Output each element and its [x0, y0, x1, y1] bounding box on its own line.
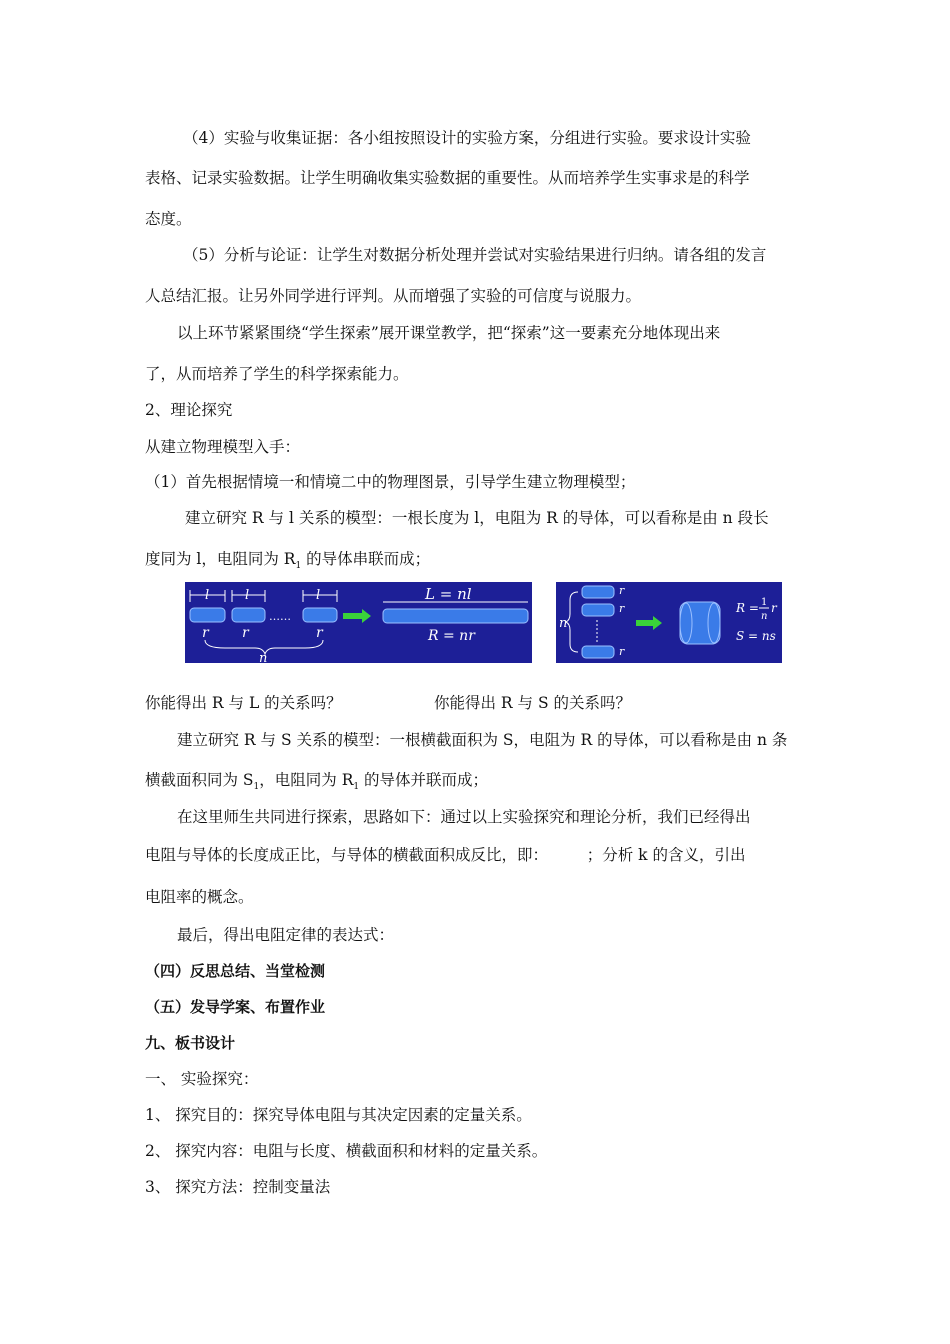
segment-resistance-label: r	[202, 625, 209, 641]
paragraph-5-line-1: （5）分析与论证：让学生对数据分析处理并尝试对实验结果进行归纳。请各组的发言	[183, 246, 767, 264]
board-item-purpose: 1、 探究目的：探究导体电阻与其决定因素的定量关系。	[145, 1106, 532, 1124]
rod-resistance-label: r	[619, 602, 625, 615]
paragraph-area-model-line-1: 建立研究 R 与 S 关系的模型：一根横截面积为 S，电阻为 R 的导体，可以看称是由 n 条	[177, 731, 788, 749]
total-resistance-equation: R = nr	[428, 628, 475, 644]
paragraph-exploration-line-2: 电阻与导体的长度成正比，与导体的横截面积成反比，即： ；分析 k 的含义，引出	[145, 846, 746, 864]
paragraph-exploration-line-3: 电阻率的概念。	[145, 888, 254, 906]
paragraph-length-model-line-2	[145, 548, 810, 577]
board-item-content: 2、 探究内容：电阻与长度、横截面积和材料的定量关系。	[145, 1142, 548, 1160]
fraction-numerator: 1	[761, 597, 768, 608]
board-item-method: 3、 探究方法：控制变量法	[145, 1178, 331, 1196]
question-r-l: 你能得出 R 与 L 的关系吗？	[145, 694, 342, 712]
rod-resistance-label: r	[619, 645, 625, 658]
subscript: 1	[253, 782, 260, 793]
text-segment: 度同为 l，电阻同为 R	[145, 550, 296, 568]
total-length-equation: L = nl	[425, 585, 472, 603]
segment-length-label: l	[205, 588, 210, 603]
segment-count-label: n	[259, 651, 268, 663]
section-heading-reflection: （四）反思总结、当堂检测	[145, 962, 326, 980]
paragraph-length-model-line-1: 建立研究 R 与 l 关系的模型：一根长度为 l，电阻为 R 的导体，可以看称是由 n 段长	[185, 509, 769, 527]
text-segment: 的导体串联而成；	[301, 550, 431, 568]
section-heading-theory: 2、理论探究	[145, 401, 233, 419]
text-segment: 的导体并联而成；	[359, 771, 489, 789]
paragraph-model-intro: 从建立物理模型入手：	[145, 438, 301, 456]
board-item-experiment: 一、 实验探究：	[145, 1070, 259, 1088]
fraction-denominator: n	[761, 611, 768, 622]
segment-length-label: l	[245, 588, 250, 603]
paragraph-area-model-line-2	[145, 769, 810, 798]
rod-resistance-label: r	[619, 584, 625, 597]
subscript: 1	[353, 782, 360, 793]
segment-resistance-label: r	[242, 625, 249, 641]
rod-resistance-symbol: r	[771, 601, 777, 615]
paragraph-conclusion: 最后，得出电阻定律的表达式：	[177, 926, 395, 944]
series-model-figure	[185, 582, 532, 663]
ellipsis: ……	[269, 610, 291, 623]
segment-length-label: l	[316, 588, 321, 603]
text-segment: 横截面积同为 S	[145, 771, 254, 789]
paragraph-summary-line-2: 了，从而培养了学生的科学探索能力。	[145, 365, 409, 383]
question-r-s: 你能得出 R 与 S 的关系吗？	[434, 694, 631, 712]
subscript: 1	[295, 561, 302, 572]
paragraph-step-1: （1）首先根据情境一和情境二中的物理图景，引导学生建立物理模型；	[145, 473, 636, 491]
text-segment: ，电阻同为 R	[259, 771, 354, 789]
parallel-model-figure	[556, 582, 782, 663]
segment-resistance-label: r	[316, 625, 323, 641]
paragraph-5-line-2: 人总结汇报。让另外同学进行评判。从而增强了实验的可信度与说服力。	[145, 287, 642, 305]
rod-count-label: n	[559, 616, 568, 631]
section-heading-board-design: 九、板书设计	[145, 1034, 236, 1052]
paragraph-4-line-2: 表格、记录实验数据。让学生明确收集实验数据的重要性。从而培养学生实事求是的科学	[145, 169, 750, 187]
paragraph-4-line-1: （4）实验与收集证据：各小组按照设计的实验方案，分组进行实验。要求设计实验	[183, 129, 751, 147]
parallel-resistance-equation: R =	[736, 601, 759, 615]
paragraph-exploration-line-1: 在这里师生共同进行探索，思路如下：通过以上实验探究和理论分析，我们已经得出	[177, 808, 751, 826]
paragraph-4-line-3: 态度。	[145, 210, 192, 228]
cross-section-equation: S = ns	[736, 629, 776, 643]
section-heading-homework: （五）发导学案、布置作业	[145, 998, 326, 1016]
paragraph-summary-line-1: 以上环节紧紧围绕“学生探索”展开课堂教学，把“探索”这一要素充分地体现出来	[177, 324, 721, 342]
